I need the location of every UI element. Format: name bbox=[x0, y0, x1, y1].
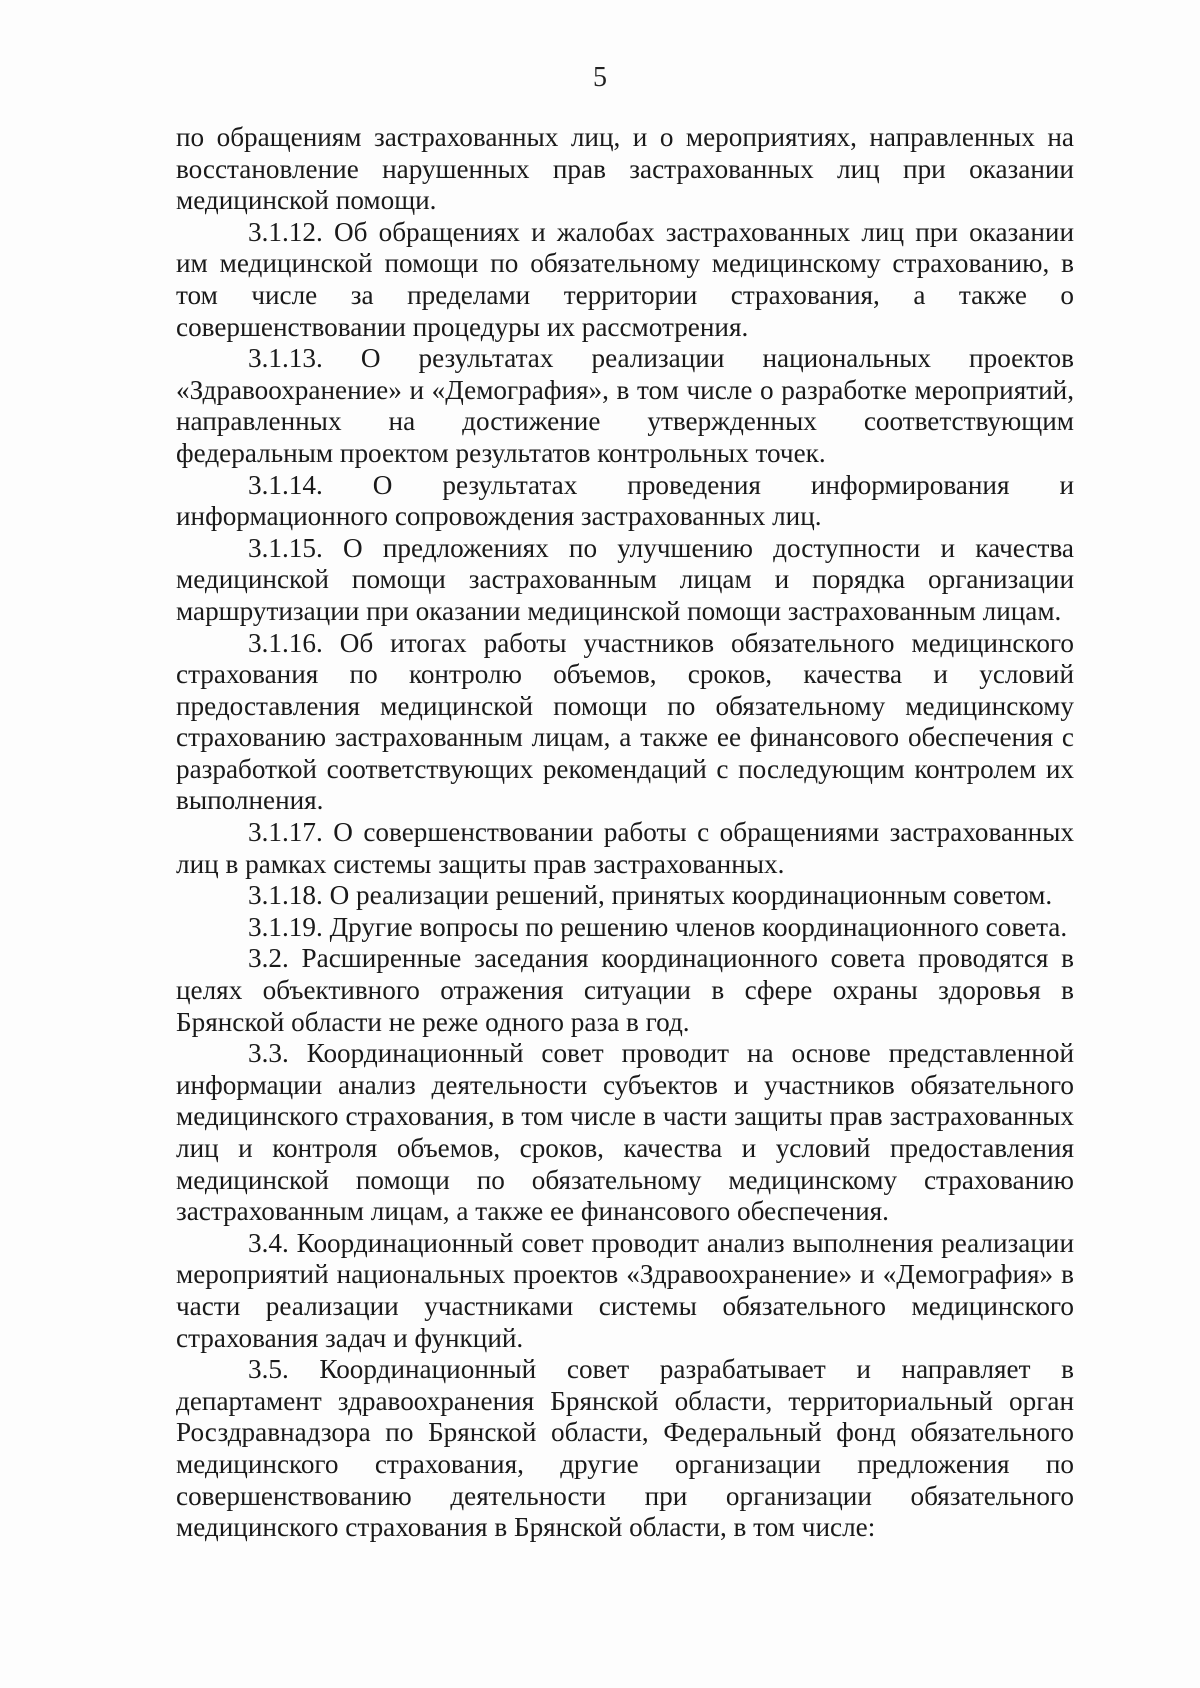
paragraph-3-1-15: 3.1.15. О предложениях по улучшению доступности и качества медицинской помощи застрахованным лицам и порядка организации маршрутизации при оказании медицинской помощи застрахованным лицам. bbox=[176, 532, 1074, 626]
paragraph-3-1-14: 3.1.14. О результатах проведения информирования и информационного сопровождения застрахованных лиц. bbox=[176, 469, 1074, 532]
paragraph-3-1-13: 3.1.13. О результатах реализации национальных проектов «Здравоохранение» и «Демография», в том числе о разработке мероприятий, направленных на достижение утвержденных соответствующим федеральным проектом результатов контрольных точек. bbox=[176, 343, 1074, 468]
paragraph-continuation: по обращениям застрахованных лиц, и о мероприятиях, направленных на восстановление нарушенных прав застрахованных лиц при оказании медицинской помощи. bbox=[176, 122, 1074, 216]
paragraph-3-5: 3.5. Координационный совет разрабатывает и направляет в департамент здравоохранения Брянской области, территориальный орган Росздравнадзора по Брянской области, Федеральный фонд обязательного медицинского страхования, другие организации предложения по совершенствованию деятельности при организации обязательного медицинского страхования в Брянской области, в том числе: bbox=[176, 1354, 1074, 1543]
paragraph-3-3: 3.3. Координационный совет проводит на основе представленной информации анализ деятельности субъектов и участников обязательного медицинского страхования, в том числе в части защиты прав застрахованных лиц и контроля объемов, сроков, качества и условий предоставления медицинской помощи по обязательному медицинскому страхованию застрахованным лицам, а также ее финансового обеспечения. bbox=[176, 1038, 1074, 1227]
paragraph-3-4: 3.4. Координационный совет проводит анализ выполнения реализации мероприятий национальных проектов «Здравоохранение» и «Демография» в части реализации участниками системы обязательного медицинского страхования задач и функций. bbox=[176, 1227, 1074, 1353]
paragraph-3-2: 3.2. Расширенные заседания координационного совета проводятся в целях объективного отражения ситуации в сфере охраны здоровья в Брянской области не реже одного раза в год. bbox=[176, 943, 1074, 1037]
paragraph-3-1-19: 3.1.19. Другие вопросы по решению членов координационного совета. bbox=[248, 911, 1068, 942]
paragraph-3-1-12: 3.1.12. Об обращениях и жалобах застрахованных лиц при оказании им медицинской помощи по обязательному медицинскому страхованию, в том числе за пределами территории страхования, а также о совершенствовании процедуры их рассмотрения. bbox=[176, 216, 1074, 342]
paragraph-3-1-17: 3.1.17. О совершенствовании работы с обращениями застрахованных лиц в рамках системы защиты прав застрахованных. bbox=[176, 817, 1074, 879]
paragraph-3-1-16: 3.1.16. Об итогах работы участников обязательного медицинского страхования по контролю объемов, сроков, качества и условий предоставления медицинской помощи по обязательному медицинскому страхованию застрахованным лицам, а также ее финансового обеспечения с разработкой соответствующих рекомендаций с последующим контролем их выполнения. bbox=[176, 627, 1074, 816]
paragraph-3-1-18: 3.1.18. О реализации решений, принятых координационным советом. bbox=[248, 880, 1053, 911]
document-body bbox=[176, 122, 1074, 1544]
page-number: 5 bbox=[593, 62, 607, 93]
